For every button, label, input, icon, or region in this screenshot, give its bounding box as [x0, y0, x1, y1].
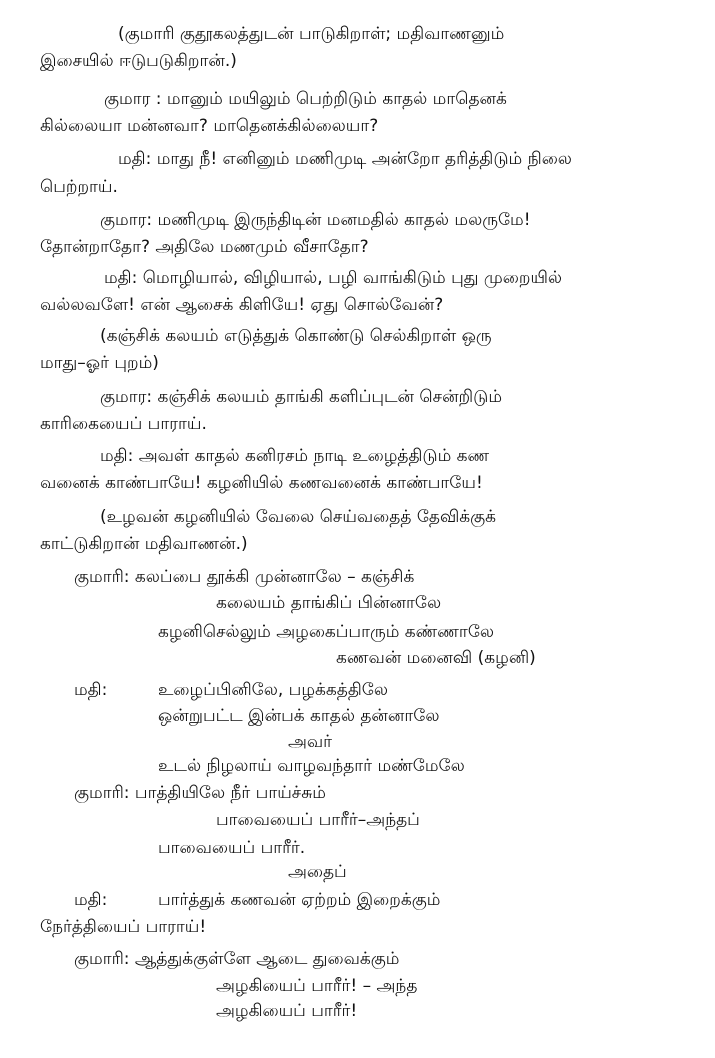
text-line: வல்லவளே! என் ஆசைக் கிளியே! ஏது சொல்வேன்? — [40, 295, 444, 315]
text-line: நேர்த்தியைப் பாராய்! — [40, 917, 207, 937]
text-line: மாது–ஓர் புறம்) — [40, 353, 159, 373]
text-line: (உழவன் கழனியில் வேலை செய்வதைத் தேவிக்குக் — [100, 507, 497, 527]
text-line: பார்த்துக் கணவன் ஏற்றம் இறைக்கும் — [158, 890, 441, 910]
text-line: (குமாரி குதூகலத்துடன் பாடுகிறாள்; மதிவாணனும் — [118, 24, 505, 44]
text-line: குமார : மானும் மயிலும் பெற்றிடும் காதல் மாதெனக் — [104, 89, 507, 109]
text-line: பாவையைப் பாரீர்–அந்தப் — [216, 810, 420, 830]
text-line: அவர் — [288, 732, 333, 752]
text-line: தோன்றாதோ? அதிலே மணமும் வீசாதோ? — [40, 237, 369, 257]
text-line: குமார: மணிமுடி இருந்திடின் மனமதில் காதல் மலருமே! — [100, 210, 531, 230]
text-line: குமாரி: கலப்பை தூக்கி முன்னாலே – கஞ்சிக் — [74, 567, 415, 587]
text-line: குமாரி: பாத்தியிலே நீர் பாய்ச்சும் — [74, 783, 326, 803]
text-line: அதைப் — [288, 862, 347, 882]
text-line: கணவன் மனைவி (கழனி) — [336, 648, 536, 668]
text-line: கலையம் தாங்கிப் பின்னாலே — [216, 593, 442, 613]
text-line: குமார: கஞ்சிக் கலயம் தாங்கி களிப்புடன் சென்றிடும் — [100, 387, 503, 407]
text-line: காரிகையைப் பாராய். — [40, 414, 207, 434]
text-line: பாவையைப் பாரீர். — [158, 838, 306, 858]
text-line: (கஞ்சிக் கலயம் எடுத்துக் கொண்டு செல்கிறாள் ஒரு — [100, 326, 492, 346]
text-line: இசையில் ஈடுபடுகிறான்.) — [40, 51, 237, 71]
text-line: பெற்றாய். — [40, 177, 118, 197]
text-line: மதி: அவள் காதல் கனிரசம் நாடி உழைத்திடும் கண — [100, 446, 490, 466]
speaker-label: மதி: — [74, 890, 108, 910]
text-line: அழகியைப் பாரீர்! – அந்த — [216, 976, 418, 996]
text-line: மதி: மாது நீ! எனினும் மணிமுடி அன்றோ தரித்திடும் நிலை — [118, 149, 572, 169]
text-line: கில்லையா மன்னவா? மாதெனக்கில்லையா? — [40, 116, 379, 136]
text-line: காட்டுகிறான் மதிவாணன்.) — [40, 534, 248, 554]
text-line: உழைப்பினிலே, பழக்கத்திலே — [158, 680, 388, 700]
text-line: மதி: மொழியால், விழியால், பழி வாங்கிடும் புது முறையில் — [104, 268, 563, 288]
text-line: குமாரி: ஆத்துக்குள்ளே ஆடை துவைக்கும் — [74, 949, 400, 969]
speaker-label: மதி: — [74, 680, 108, 700]
text-line: உடல் நிழலாய் வாழவந்தார் மண்மேலே — [158, 756, 465, 776]
text-line: கழனிசெல்லும் அழகைப்பாரும் கண்ணாலே — [158, 622, 494, 642]
text-line: அழகியைப் பாரீர்! — [216, 1001, 358, 1021]
text-line: ஒன்றுபட்ட இன்பக் காதல் தன்னாலே — [158, 706, 440, 726]
text-line: வனைக் காண்பாயே! கழனியில் கணவனைக் காண்பாயே! — [40, 473, 483, 493]
